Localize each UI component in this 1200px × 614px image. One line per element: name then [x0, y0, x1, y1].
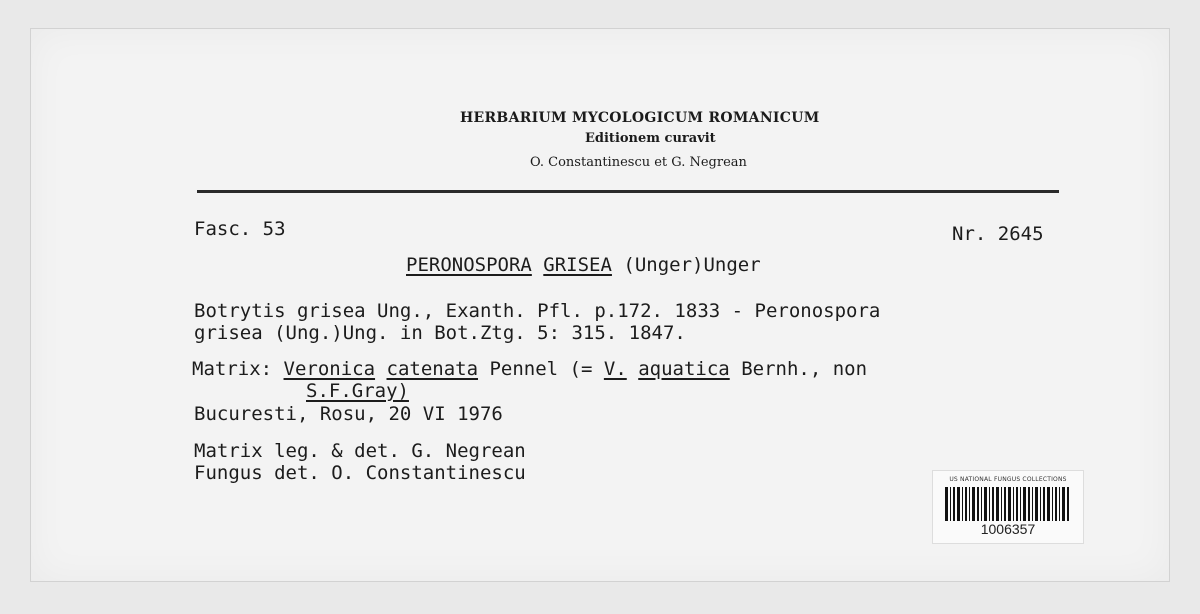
species-genus: PERONOSPORA	[406, 254, 532, 276]
barcode-collection: US NATIONAL FUNGUS COLLECTIONS	[949, 476, 1067, 483]
exsiccata-number: Nr. 2645	[952, 223, 1044, 245]
synonymy-line-1: Botrytis grisea Ung., Exanth. Pfl. p.172. 1833 - Peronospora	[194, 300, 881, 322]
herbarium-subtitle: Editionem curavit	[585, 131, 716, 146]
host-author: Pennel (=	[489, 358, 593, 380]
matrix-label: Matrix:	[192, 358, 273, 380]
fascicle-number: Fasc. 53	[194, 218, 286, 240]
species-authority: (Unger)Unger	[623, 254, 761, 276]
synonym-author: S.F.Gray)	[306, 380, 409, 402]
header-divider	[197, 190, 1059, 193]
synonym-epithet: aquatica	[638, 358, 730, 380]
species-epithet: GRISEA	[543, 254, 612, 276]
collector-line: Matrix leg. & det. G. Negrean	[194, 440, 526, 462]
host-epithet: catenata	[386, 358, 479, 380]
determiner-line: Fungus det. O. Constantinescu	[194, 462, 526, 484]
synonym-tail: Bernh., non	[741, 358, 868, 380]
species-name	[406, 254, 761, 276]
barcode-number: 1006357	[980, 521, 1036, 537]
matrix-host	[192, 358, 867, 380]
barcode-label	[932, 470, 1084, 544]
barcode-icon	[945, 487, 1071, 521]
host-genus: Veronica	[283, 358, 376, 380]
herbarium-title: HERBARIUM MYCOLOGICUM ROMANICUM	[460, 110, 820, 126]
locality-date: Bucuresti, Rosu, 20 VI 1976	[194, 403, 503, 425]
synonym-genus: V.	[603, 358, 627, 380]
herbarium-editors: O. Constantinescu et G. Negrean	[530, 155, 747, 170]
synonymy-line-2: grisea (Ung.)Ung. in Bot.Ztg. 5: 315. 1847.	[194, 322, 686, 344]
